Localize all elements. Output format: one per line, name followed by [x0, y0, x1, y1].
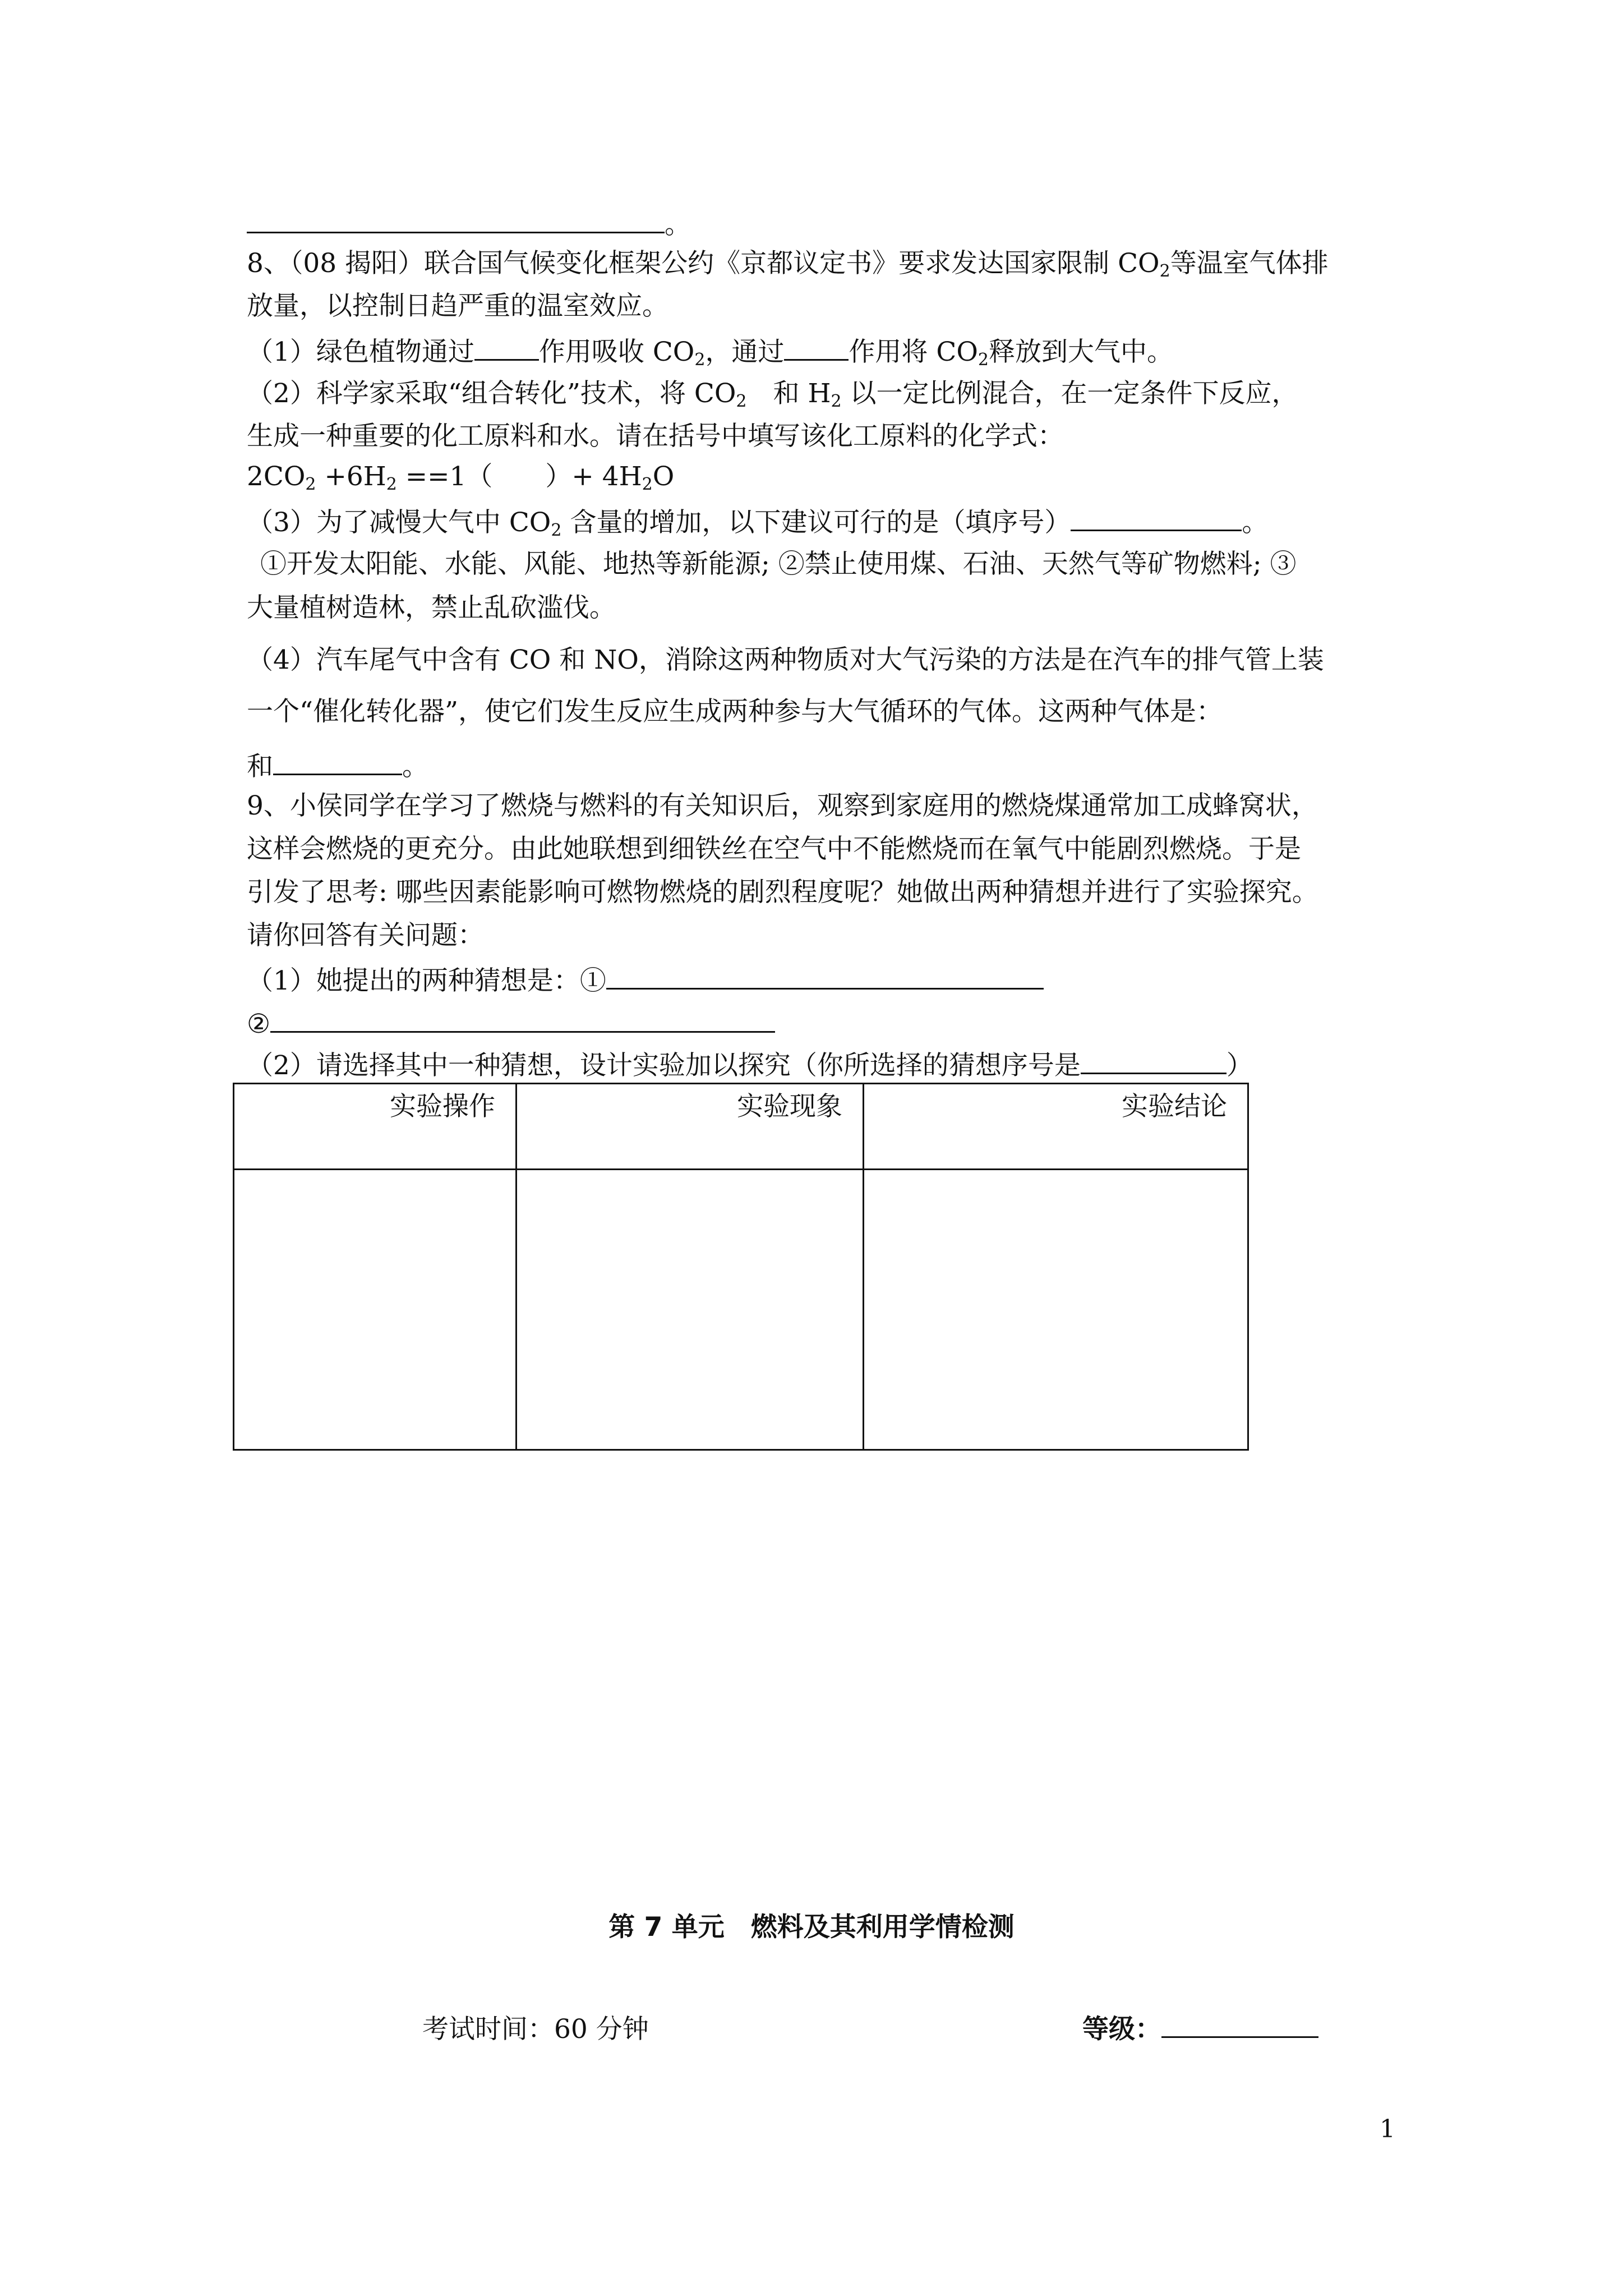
q8-part3-text: 含量的增加，以下建议可行的是（填序号） [561, 507, 1071, 538]
subscript: 2 [1159, 261, 1170, 281]
q8-part1-text: 作用将 CO [849, 337, 978, 367]
table-cell-phenomenon[interactable] [517, 1170, 864, 1450]
q8-options-line2: 大量植树造林，禁止乱砍滥伐。 [247, 592, 616, 623]
q9-guess2-blank[interactable] [270, 1005, 775, 1033]
q9-part1-text: （1）她提出的两种猜想是：① [247, 965, 606, 996]
subscript: 2 [305, 475, 316, 494]
q8-intro-line2: 放量，以控制日趋严重的温室效应。 [247, 291, 668, 321]
q8-part4-line3 [247, 748, 428, 784]
table-header-operation: 实验操作 [234, 1084, 517, 1170]
q8-equation [247, 460, 674, 494]
table-row [234, 1170, 1248, 1450]
q9-line4: 请你回答有关问题： [247, 920, 484, 951]
q7-answer-blank[interactable] [247, 206, 665, 233]
table-cell-operation[interactable] [234, 1170, 517, 1450]
experiment-table [233, 1083, 1249, 1451]
q8-part1-text: （1）绿色植物通过 [247, 337, 474, 367]
q8-part1-text: ，通过 [705, 337, 785, 367]
q8-intro [247, 247, 1329, 280]
q8-options-line1: ①开发太阳能、水能、风能、地热等新能源; ②禁止使用煤、石油、天然气等矿物燃料; ③ [260, 549, 1297, 579]
q9-guess2-marker: ② [247, 1009, 271, 1039]
subscript: 2 [978, 350, 989, 370]
q8-part4-line1: （4）汽车尾气中含有 CO 和 NO，消除这两种物质对大气污染的方法是在汽车的排气管上装 [247, 645, 1324, 675]
q8-part1-blank-2[interactable] [784, 333, 849, 361]
unit-title: 第 7 单元 燃料及其利用学情检测 [608, 1912, 1015, 1943]
subscript: 2 [551, 521, 562, 540]
grade-label: 等级： [1082, 2014, 1161, 2045]
q8-part2-text: （2）科学家采取“组合转化”技术，将 CO [247, 378, 736, 409]
q8-part4-end: 。 [402, 751, 428, 782]
q8-part1-text: 作用吸收 CO [538, 337, 695, 367]
q8-part1-blank-1[interactable] [474, 333, 539, 361]
q8-part2-line2: 生成一种重要的化工原料和水。请在括号中填写该化工原料的化学式： [247, 421, 1064, 452]
table-header-conclusion: 实验结论 [864, 1084, 1248, 1170]
q8-intro-text: 8、（08 揭阳）联合国气候变化框架公约《京都议定书》要求发达国家限制 CO [247, 248, 1160, 279]
q9-line3: 引发了思考: 哪些因素能影响可燃物燃烧的剧烈程度呢？她做出两种猜想并进行了实验探究。 [247, 877, 1318, 908]
exam-time: 考试时间：60 分钟 [422, 2014, 649, 2045]
grade-field [1082, 2008, 1318, 2046]
q8-part3-text: （3）为了减慢大气中 CO [247, 507, 551, 538]
q9-part1 [247, 962, 1044, 998]
q9-line2: 这样会燃烧的更充分。由此她联想到细铁丝在空气中不能燃烧而在氧气中能剧烈燃烧。于是 [247, 834, 1301, 864]
subscript: 2 [386, 475, 397, 494]
q9-line1: 9、小侯同学在学习了燃烧与燃料的有关知识后，观察到家庭用的燃烧煤通常加工成蜂窝状， [247, 790, 1318, 821]
page-number: 1 [1380, 2115, 1395, 2143]
q8-part2 [247, 377, 1298, 411]
q8-part2-text: 以一定比例混合，在一定条件下反应， [841, 378, 1298, 409]
q9-part1-guess2 [247, 1005, 775, 1041]
q9-guess1-blank[interactable] [606, 962, 1044, 990]
subscript: 2 [642, 475, 653, 494]
grade-blank[interactable] [1161, 2010, 1318, 2038]
q8-part1-text: 释放到大气中。 [988, 337, 1173, 367]
q8-part4-line2: 一个“催化转化器”，使它们发生反应生成两种参与大气循环的气体。这两种气体是： [247, 696, 1223, 727]
q8-part2-text: 和 H [746, 378, 831, 409]
q8-intro-text: 等温室气体排 [1170, 248, 1329, 279]
table-header-row [234, 1084, 1248, 1170]
subscript: 2 [831, 392, 842, 411]
q9-part2-text: （2）请选择其中一种猜想，设计实验加以探究（你所选择的猜想序号是 [247, 1050, 1081, 1081]
equation-text: 2CO [247, 461, 306, 492]
subscript: 2 [694, 350, 706, 370]
table-header-phenomenon: 实验现象 [517, 1084, 864, 1170]
q7-answer-line [247, 206, 691, 242]
q8-part4-blank[interactable] [273, 748, 402, 775]
equation-text: O [652, 461, 675, 492]
q8-part3-blank[interactable] [1071, 504, 1242, 531]
q8-part1 [247, 333, 1173, 369]
q8-part3-end: 。 [1242, 507, 1269, 538]
q7-end: 。 [665, 209, 691, 240]
q8-part4-text: 和 [247, 751, 273, 782]
equation-text: +6H [316, 461, 386, 492]
equation-text: ==1（ ）+ 4H [396, 461, 642, 492]
q9-part2-end: ） [1226, 1050, 1253, 1081]
q8-part3 [247, 504, 1268, 540]
q9-part2-blank[interactable] [1081, 1047, 1227, 1074]
subscript: 2 [736, 392, 747, 411]
q9-part2 [247, 1047, 1253, 1083]
table-cell-conclusion[interactable] [864, 1170, 1248, 1450]
